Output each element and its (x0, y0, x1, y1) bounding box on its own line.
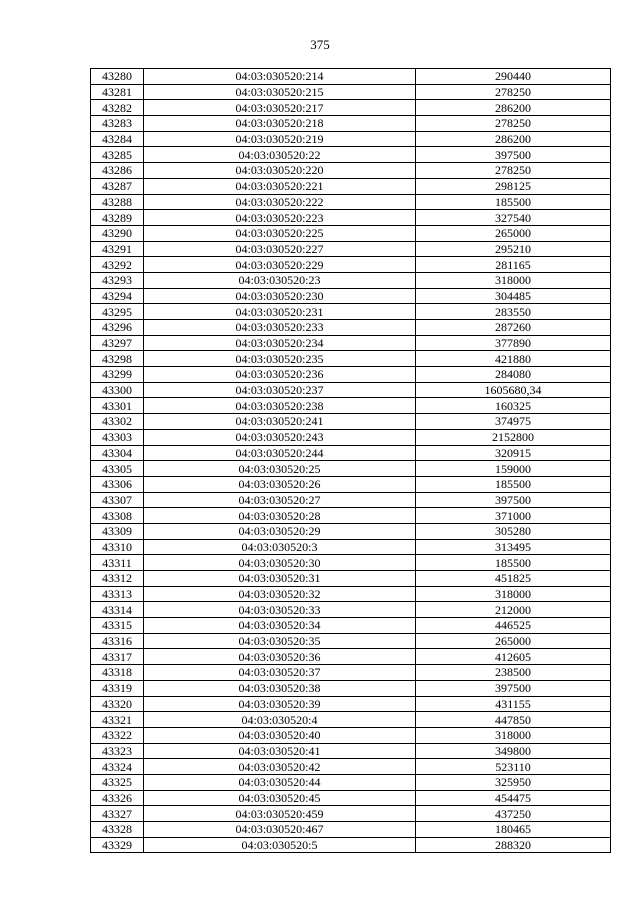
cadastral-number-cell: 04:03:030520:36 (144, 649, 416, 665)
row-number-cell: 43316 (91, 633, 144, 649)
row-number-cell: 43319 (91, 680, 144, 696)
table-row (91, 414, 611, 430)
value-cell: 212000 (416, 602, 611, 618)
row-number-cell: 43292 (91, 257, 144, 273)
cadastral-number-cell: 04:03:030520:31 (144, 571, 416, 587)
row-number-cell: 43325 (91, 774, 144, 790)
cadastral-number-cell: 04:03:030520:223 (144, 210, 416, 226)
row-number-cell: 43300 (91, 382, 144, 398)
value-cell: 397500 (416, 147, 611, 163)
table-row (91, 602, 611, 618)
cadastral-number-cell: 04:03:030520:38 (144, 680, 416, 696)
row-number-cell: 43284 (91, 131, 144, 147)
row-number-cell: 43285 (91, 147, 144, 163)
table-row (91, 539, 611, 555)
table-row (91, 351, 611, 367)
row-number-cell: 43320 (91, 696, 144, 712)
cadastral-number-cell: 04:03:030520:29 (144, 523, 416, 539)
row-number-cell: 43289 (91, 210, 144, 226)
table-row (91, 320, 611, 336)
value-cell: 185500 (416, 194, 611, 210)
cadastral-number-cell: 04:03:030520:3 (144, 539, 416, 555)
value-cell: 304485 (416, 288, 611, 304)
row-number-cell: 43324 (91, 759, 144, 775)
row-number-cell: 43312 (91, 571, 144, 587)
row-number-cell: 43317 (91, 649, 144, 665)
row-number-cell: 43307 (91, 492, 144, 508)
table-row (91, 210, 611, 226)
cadastral-number-cell: 04:03:030520:39 (144, 696, 416, 712)
row-number-cell: 43288 (91, 194, 144, 210)
row-number-cell: 43309 (91, 523, 144, 539)
table-row (91, 257, 611, 273)
row-number-cell: 43293 (91, 272, 144, 288)
table-row (91, 163, 611, 179)
value-cell: 295210 (416, 241, 611, 257)
value-cell: 287260 (416, 320, 611, 336)
table-row (91, 84, 611, 100)
cadastral-number-cell: 04:03:030520:233 (144, 320, 416, 336)
cadastral-number-cell: 04:03:030520:230 (144, 288, 416, 304)
table-row (91, 225, 611, 241)
cadastral-number-cell: 04:03:030520:215 (144, 84, 416, 100)
row-number-cell: 43305 (91, 461, 144, 477)
table-row (91, 712, 611, 728)
cadastral-number-cell: 04:03:030520:217 (144, 100, 416, 116)
value-cell: 320915 (416, 445, 611, 461)
row-number-cell: 43328 (91, 822, 144, 838)
value-cell: 374975 (416, 414, 611, 430)
cadastral-number-cell: 04:03:030520:42 (144, 759, 416, 775)
value-cell: 397500 (416, 680, 611, 696)
table-row (91, 476, 611, 492)
table-row (91, 586, 611, 602)
row-number-cell: 43329 (91, 837, 144, 853)
cadastral-number-cell: 04:03:030520:238 (144, 398, 416, 414)
cadastral-number-cell: 04:03:030520:221 (144, 178, 416, 194)
value-cell: 281165 (416, 257, 611, 273)
row-number-cell: 43303 (91, 429, 144, 445)
value-cell: 305280 (416, 523, 611, 539)
cadastral-number-cell: 04:03:030520:23 (144, 272, 416, 288)
table-row (91, 822, 611, 838)
table-row (91, 837, 611, 853)
cadastral-number-cell: 04:03:030520:241 (144, 414, 416, 430)
value-cell: 412605 (416, 649, 611, 665)
table-row (91, 398, 611, 414)
value-cell: 1605680,34 (416, 382, 611, 398)
cadastral-number-cell: 04:03:030520:227 (144, 241, 416, 257)
value-cell: 286200 (416, 100, 611, 116)
cadastral-number-cell: 04:03:030520:30 (144, 555, 416, 571)
value-cell: 284080 (416, 367, 611, 383)
row-number-cell: 43281 (91, 84, 144, 100)
value-cell: 288320 (416, 837, 611, 853)
value-cell: 290440 (416, 69, 611, 85)
row-number-cell: 43287 (91, 178, 144, 194)
cadastral-value-table (90, 68, 611, 853)
cadastral-number-cell: 04:03:030520:37 (144, 665, 416, 681)
table-row (91, 633, 611, 649)
cadastral-number-cell: 04:03:030520:4 (144, 712, 416, 728)
value-cell: 349800 (416, 743, 611, 759)
value-cell: 327540 (416, 210, 611, 226)
row-number-cell: 43302 (91, 414, 144, 430)
cadastral-number-cell: 04:03:030520:214 (144, 69, 416, 85)
value-cell: 431155 (416, 696, 611, 712)
cadastral-number-cell: 04:03:030520:236 (144, 367, 416, 383)
table-row (91, 727, 611, 743)
cadastral-number-cell: 04:03:030520:235 (144, 351, 416, 367)
cadastral-number-cell: 04:03:030520:237 (144, 382, 416, 398)
row-number-cell: 43311 (91, 555, 144, 571)
row-number-cell: 43295 (91, 304, 144, 320)
table-row (91, 790, 611, 806)
cadastral-number-cell: 04:03:030520:41 (144, 743, 416, 759)
value-cell: 451825 (416, 571, 611, 587)
row-number-cell: 43308 (91, 508, 144, 524)
row-number-cell: 43310 (91, 539, 144, 555)
cadastral-number-cell: 04:03:030520:219 (144, 131, 416, 147)
table-row (91, 508, 611, 524)
value-cell: 160325 (416, 398, 611, 414)
table-row (91, 696, 611, 712)
row-number-cell: 43282 (91, 100, 144, 116)
table-row (91, 571, 611, 587)
cadastral-number-cell: 04:03:030520:222 (144, 194, 416, 210)
table-row (91, 382, 611, 398)
value-cell: 454475 (416, 790, 611, 806)
row-number-cell: 43322 (91, 727, 144, 743)
page-number: 375 (310, 37, 330, 52)
value-cell: 446525 (416, 618, 611, 634)
row-number-cell: 43306 (91, 476, 144, 492)
cadastral-number-cell: 04:03:030520:218 (144, 116, 416, 132)
table-body (91, 69, 611, 853)
table-row (91, 131, 611, 147)
cadastral-number-cell: 04:03:030520:234 (144, 335, 416, 351)
table-row (91, 178, 611, 194)
cadastral-number-cell: 04:03:030520:244 (144, 445, 416, 461)
row-number-cell: 43299 (91, 367, 144, 383)
row-number-cell: 43291 (91, 241, 144, 257)
table-row (91, 555, 611, 571)
table-row (91, 680, 611, 696)
cadastral-number-cell: 04:03:030520:26 (144, 476, 416, 492)
value-cell: 265000 (416, 633, 611, 649)
row-number-cell: 43280 (91, 69, 144, 85)
row-number-cell: 43314 (91, 602, 144, 618)
value-cell: 298125 (416, 178, 611, 194)
row-number-cell: 43283 (91, 116, 144, 132)
table-row (91, 759, 611, 775)
table-row (91, 288, 611, 304)
cadastral-number-cell: 04:03:030520:22 (144, 147, 416, 163)
value-cell: 318000 (416, 272, 611, 288)
cadastral-number-cell: 04:03:030520:35 (144, 633, 416, 649)
cadastral-number-cell: 04:03:030520:225 (144, 225, 416, 241)
value-cell: 278250 (416, 116, 611, 132)
value-cell: 377890 (416, 335, 611, 351)
cadastral-number-cell: 04:03:030520:33 (144, 602, 416, 618)
cadastral-number-cell: 04:03:030520:27 (144, 492, 416, 508)
table-row (91, 304, 611, 320)
value-cell: 318000 (416, 727, 611, 743)
table-row (91, 649, 611, 665)
cadastral-number-cell: 04:03:030520:34 (144, 618, 416, 634)
row-number-cell: 43297 (91, 335, 144, 351)
table-row (91, 618, 611, 634)
value-cell: 185500 (416, 555, 611, 571)
value-cell: 278250 (416, 84, 611, 100)
table-row (91, 461, 611, 477)
row-number-cell: 43294 (91, 288, 144, 304)
cadastral-number-cell: 04:03:030520:25 (144, 461, 416, 477)
value-cell: 421880 (416, 351, 611, 367)
cadastral-number-cell: 04:03:030520:459 (144, 806, 416, 822)
value-cell: 447850 (416, 712, 611, 728)
table-row (91, 523, 611, 539)
table-row (91, 665, 611, 681)
table-row (91, 194, 611, 210)
value-cell: 318000 (416, 586, 611, 602)
table-row (91, 492, 611, 508)
table-row (91, 806, 611, 822)
table-row (91, 743, 611, 759)
value-cell: 397500 (416, 492, 611, 508)
cadastral-number-cell: 04:03:030520:44 (144, 774, 416, 790)
value-cell: 185500 (416, 476, 611, 492)
table-row (91, 69, 611, 85)
table-row (91, 445, 611, 461)
table-row (91, 116, 611, 132)
value-cell: 325950 (416, 774, 611, 790)
value-cell: 238500 (416, 665, 611, 681)
cadastral-number-cell: 04:03:030520:40 (144, 727, 416, 743)
cadastral-number-cell: 04:03:030520:231 (144, 304, 416, 320)
table-row (91, 147, 611, 163)
table-row (91, 241, 611, 257)
cadastral-number-cell: 04:03:030520:243 (144, 429, 416, 445)
value-cell: 313495 (416, 539, 611, 555)
table-row (91, 335, 611, 351)
row-number-cell: 43321 (91, 712, 144, 728)
value-cell: 437250 (416, 806, 611, 822)
row-number-cell: 43298 (91, 351, 144, 367)
value-cell: 2152800 (416, 429, 611, 445)
table-row (91, 429, 611, 445)
row-number-cell: 43326 (91, 790, 144, 806)
value-cell: 278250 (416, 163, 611, 179)
row-number-cell: 43290 (91, 225, 144, 241)
cadastral-number-cell: 04:03:030520:32 (144, 586, 416, 602)
table-row (91, 100, 611, 116)
table-row (91, 367, 611, 383)
row-number-cell: 43304 (91, 445, 144, 461)
row-number-cell: 43296 (91, 320, 144, 336)
value-cell: 159000 (416, 461, 611, 477)
value-cell: 286200 (416, 131, 611, 147)
cadastral-number-cell: 04:03:030520:220 (144, 163, 416, 179)
table-row (91, 272, 611, 288)
row-number-cell: 43313 (91, 586, 144, 602)
table-row (91, 774, 611, 790)
value-cell: 265000 (416, 225, 611, 241)
row-number-cell: 43301 (91, 398, 144, 414)
cadastral-number-cell: 04:03:030520:28 (144, 508, 416, 524)
row-number-cell: 43318 (91, 665, 144, 681)
row-number-cell: 43315 (91, 618, 144, 634)
value-cell: 180465 (416, 822, 611, 838)
value-cell: 371000 (416, 508, 611, 524)
row-number-cell: 43323 (91, 743, 144, 759)
row-number-cell: 43286 (91, 163, 144, 179)
value-cell: 283550 (416, 304, 611, 320)
value-cell: 523110 (416, 759, 611, 775)
cadastral-number-cell: 04:03:030520:229 (144, 257, 416, 273)
cadastral-number-cell: 04:03:030520:45 (144, 790, 416, 806)
row-number-cell: 43327 (91, 806, 144, 822)
cadastral-number-cell: 04:03:030520:5 (144, 837, 416, 853)
cadastral-number-cell: 04:03:030520:467 (144, 822, 416, 838)
